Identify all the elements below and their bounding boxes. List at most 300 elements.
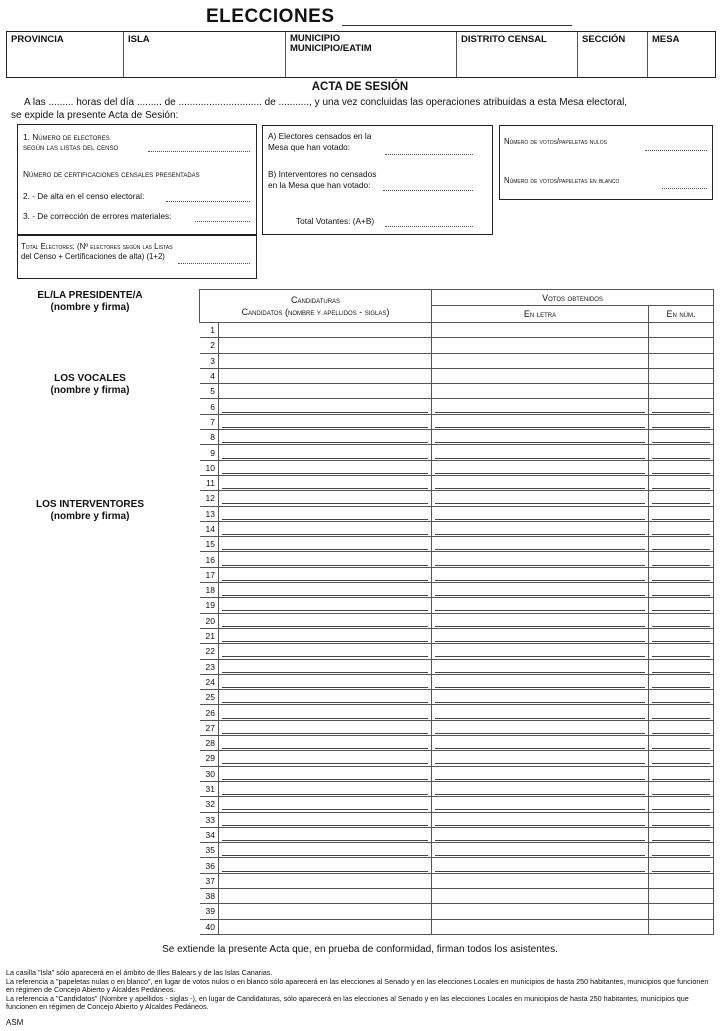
votos-letra-cell-line: [435, 752, 645, 764]
votos-num-cell-line: [652, 707, 710, 719]
table-row: [200, 736, 714, 751]
row-number: 25: [200, 690, 219, 705]
votos-letra-cell[interactable]: [432, 506, 649, 521]
votos-num-cell-line: [652, 630, 710, 642]
candidatura-cell-line: [222, 538, 428, 550]
votos-letra-cell[interactable]: [432, 751, 649, 766]
candidatura-cell-line: [222, 431, 428, 443]
row-number: 22: [200, 644, 219, 659]
table-row: [200, 368, 714, 383]
candidatura-cell-line: [222, 416, 428, 428]
votos-letra-cell-line: [435, 477, 645, 489]
votos-letra-cell[interactable]: [432, 843, 649, 858]
candidatura-cell-line: [222, 783, 428, 795]
en-num-header: En núm.: [649, 306, 714, 323]
row-number: 28: [200, 736, 219, 751]
electores-censados-input[interactable]: [385, 154, 473, 155]
votos-num-cell[interactable]: [649, 873, 714, 888]
votos-letra-cell[interactable]: [432, 690, 649, 705]
row-number: 1: [200, 323, 219, 338]
row-number: 16: [200, 552, 219, 567]
candidatura-cell[interactable]: [219, 613, 432, 628]
votos-num-cell[interactable]: [649, 628, 714, 643]
votos-num-cell[interactable]: [649, 537, 714, 552]
votos-letra-cell-line: [435, 615, 645, 627]
votos-num-cell-line: [652, 798, 710, 810]
candidatura-cell[interactable]: [219, 399, 432, 414]
candidatura-cell[interactable]: [219, 766, 432, 781]
en-letra-header: En letra: [432, 306, 649, 323]
votos-num-cell[interactable]: [649, 827, 714, 842]
candidatura-cell-line: [222, 630, 428, 642]
votos-letra-cell[interactable]: [432, 827, 649, 842]
table-row: [200, 613, 714, 628]
table-row: [200, 567, 714, 582]
title-row: [0, 6, 720, 30]
votos-num-cell-line: [652, 431, 710, 443]
header-table: [6, 31, 716, 78]
votos-letra-cell[interactable]: [432, 919, 649, 934]
votos-letra-cell[interactable]: [432, 797, 649, 812]
notes: [6, 969, 716, 1012]
votos-letra-cell-line: [435, 814, 645, 826]
votos-num-cell[interactable]: [649, 491, 714, 506]
votos-letra-cell-line: [435, 737, 645, 749]
table-row: [200, 384, 714, 399]
row-number: 34: [200, 827, 219, 842]
votos-num-cell[interactable]: [649, 368, 714, 383]
votos-num-cell-line: [652, 554, 710, 566]
votos-letra-cell[interactable]: [432, 521, 649, 536]
votos-num-cell[interactable]: [649, 751, 714, 766]
candidatura-cell[interactable]: [219, 368, 432, 383]
votos-num-cell[interactable]: [649, 384, 714, 399]
table-row: [200, 475, 714, 490]
votos-num-cell[interactable]: [649, 460, 714, 475]
row-number: 26: [200, 705, 219, 720]
candidatura-cell[interactable]: [219, 323, 432, 338]
table-row: [200, 445, 714, 460]
table-row: [200, 705, 714, 720]
seccion-label: SECCIÓN: [582, 34, 626, 45]
candidatura-cell-line: [222, 599, 428, 611]
candidatura-cell[interactable]: [219, 384, 432, 399]
votos-letra-cell[interactable]: [432, 430, 649, 445]
total-electores-input[interactable]: [178, 263, 250, 264]
votos-letra-cell[interactable]: [432, 858, 649, 873]
votos-letra-cell-line: [435, 722, 645, 734]
row-number: 23: [200, 659, 219, 674]
nulos-blanco-box: [499, 125, 713, 200]
table-row: [200, 644, 714, 659]
candidatura-cell-line: [222, 844, 428, 856]
candidatura-cell[interactable]: [219, 506, 432, 521]
item2-input[interactable]: [166, 201, 250, 202]
table-row: [200, 766, 714, 781]
candidatura-cell[interactable]: [219, 858, 432, 873]
nulos-input[interactable]: [645, 150, 707, 151]
presidente-label: [0, 290, 180, 314]
row-number: 24: [200, 674, 219, 689]
table-row: [200, 399, 714, 414]
votos-num-cell[interactable]: [649, 644, 714, 659]
candidaturas-table: [199, 289, 714, 935]
votos-letra-cell[interactable]: [432, 368, 649, 383]
candidatura-cell[interactable]: [219, 445, 432, 460]
votos-num-cell[interactable]: [649, 613, 714, 628]
votos-num-cell[interactable]: [649, 888, 714, 903]
candidatura-cell[interactable]: [219, 430, 432, 445]
item1-label: [23, 132, 118, 152]
candidatura-cell-line: [222, 523, 428, 535]
candidatura-cell-line: [222, 768, 428, 780]
total-line1: Total Electores: (Nº electores según las Listas: [21, 242, 173, 251]
votos-letra-cell-line: [435, 661, 645, 673]
election-name-field[interactable]: [342, 25, 572, 26]
votos-num-cell[interactable]: [649, 797, 714, 812]
votos-letra-cell-line: [435, 569, 645, 581]
votos-letra-cell[interactable]: [432, 445, 649, 460]
candidatura-cell-line: [222, 661, 428, 673]
candidatura-cell[interactable]: [219, 873, 432, 888]
votos-num-cell[interactable]: [649, 338, 714, 353]
candidatura-cell[interactable]: [219, 537, 432, 552]
candidatura-cell-line: [222, 707, 428, 719]
votos-num-cell[interactable]: [649, 399, 714, 414]
candidatura-cell[interactable]: [219, 353, 432, 368]
votos-num-cell-line: [652, 508, 710, 520]
candidatura-cell[interactable]: [219, 338, 432, 353]
row-number: 9: [200, 445, 219, 460]
votos-letra-cell[interactable]: [432, 475, 649, 490]
votos-num-cell[interactable]: [649, 766, 714, 781]
candidatura-cell[interactable]: [219, 781, 432, 796]
candidatura-cell-line: [222, 722, 428, 734]
b-line2: en la Mesa que han votado:: [268, 180, 371, 190]
votos-letra-cell-line: [435, 768, 645, 780]
votos-letra-cell-line: [435, 523, 645, 535]
item2-label: 2. - De alta en el censo electoral:: [23, 191, 145, 201]
table-row: [200, 506, 714, 521]
votos-letra-cell[interactable]: [432, 720, 649, 735]
row-number: 13: [200, 506, 219, 521]
votos-letra-cell-line: [435, 829, 645, 841]
candidatura-cell[interactable]: [219, 460, 432, 475]
candidatura-cell[interactable]: [219, 797, 432, 812]
candidatura-cell[interactable]: [219, 644, 432, 659]
votos-num-cell-line: [652, 860, 710, 872]
interventores-title: LOS INTERVENTORES: [36, 499, 144, 510]
candidatura-cell[interactable]: [219, 674, 432, 689]
votos-num-cell[interactable]: [649, 659, 714, 674]
candidatura-cell-line: [222, 814, 428, 826]
row-number: 38: [200, 888, 219, 903]
votos-letra-cell[interactable]: [432, 644, 649, 659]
candidatura-cell[interactable]: [219, 583, 432, 598]
votos-num-cell[interactable]: [649, 583, 714, 598]
row-number: 17: [200, 567, 219, 582]
row-number: 35: [200, 843, 219, 858]
table-row: [200, 338, 714, 353]
votos-letra-cell[interactable]: [432, 659, 649, 674]
votos-letra-cell-line: [435, 783, 645, 795]
table-row: [200, 904, 714, 919]
table-row: [200, 827, 714, 842]
candidatura-cell[interactable]: [219, 521, 432, 536]
vocales-title: LOS VOCALES: [54, 373, 126, 384]
total-electores-box: [17, 234, 257, 279]
b-line1: B) Interventores no censados: [268, 169, 377, 179]
votos-letra-cell[interactable]: [432, 552, 649, 567]
votos-letra-cell[interactable]: [432, 323, 649, 338]
table-row: [200, 720, 714, 735]
votos-num-cell[interactable]: [649, 552, 714, 567]
row-number: 39: [200, 904, 219, 919]
candidatura-cell[interactable]: [219, 705, 432, 720]
votos-letra-cell-line: [435, 645, 645, 657]
row-number: 29: [200, 751, 219, 766]
row-number: 15: [200, 537, 219, 552]
isla-field[interactable]: [124, 32, 286, 77]
votos-num-cell[interactable]: [649, 674, 714, 689]
votos-num-cell[interactable]: [649, 353, 714, 368]
table-row: [200, 552, 714, 567]
acta-text-line2: se expide la presente Acta de Sesión:: [11, 110, 179, 121]
votos-letra-cell-line: [435, 431, 645, 443]
note-papeletas: La referencia a "papeletas nulas o en blanco", en lugar de votos nulos o en blanco sólo aparecerá en las elecciones al Senado y en las elecciones Locales en municipios de hasta 250 habitantes, municipios que funcionen en régimen de Concejo Abierto y Alcaldes Pedáneos.: [6, 976, 709, 995]
candidatura-cell-line: [222, 554, 428, 566]
votos-letra-cell[interactable]: [432, 705, 649, 720]
votos-num-cell[interactable]: [649, 812, 714, 827]
candidatura-cell[interactable]: [219, 628, 432, 643]
candidatura-cell-line: [222, 447, 428, 459]
votos-num-cell[interactable]: [649, 567, 714, 582]
table-row: [200, 873, 714, 888]
candidatura-cell[interactable]: [219, 598, 432, 613]
municipio-field[interactable]: [286, 32, 457, 77]
votos-num-cell[interactable]: [649, 598, 714, 613]
votos-num-cell-line: [652, 599, 710, 611]
distrito-censal-label: DISTRITO CENSAL: [461, 34, 547, 45]
candidatura-cell[interactable]: [219, 888, 432, 903]
candidatura-cell-line: [222, 737, 428, 749]
item1-input[interactable]: [148, 151, 250, 152]
votos-letra-cell[interactable]: [432, 353, 649, 368]
candidatura-cell[interactable]: [219, 552, 432, 567]
candidatura-cell-line: [222, 645, 428, 657]
candidatura-cell[interactable]: [219, 720, 432, 735]
distrito-censal-field[interactable]: [457, 32, 578, 77]
item3-label: 3. - De corrección de errores materiales:: [23, 211, 172, 221]
table-row: [200, 919, 714, 934]
note-candidatos: La referencia a "Candidatos" (Nombre y apellidos - siglas -), en lugar de Candidaturas, sólo aparecerá en las elecciones al Senado y en las elecciones Locales en municipios de hasta 250 habitantes, municipios que funcionen en régimen de Concejo Abierto y Alcaldes Pedáneos.: [6, 993, 689, 1012]
votos-num-cell[interactable]: [649, 690, 714, 705]
candidatura-cell-line: [222, 508, 428, 520]
interventores-sub: (nombre y firma): [50, 511, 130, 522]
candidatura-cell-line: [222, 401, 428, 413]
item1-line1: 1. Número de electores: [23, 132, 110, 142]
row-number: 21: [200, 628, 219, 643]
row-number: 6: [200, 399, 219, 414]
votos-num-cell[interactable]: [649, 414, 714, 429]
row-number: 3: [200, 353, 219, 368]
candidatura-cell-line: [222, 477, 428, 489]
votos-num-cell[interactable]: [649, 323, 714, 338]
votos-letra-cell[interactable]: [432, 491, 649, 506]
row-number: 20: [200, 613, 219, 628]
blanco-label: Número de votos/papeletas en blanco: [504, 176, 620, 185]
candidatura-cell-line: [222, 615, 428, 627]
votos-letra-cell[interactable]: [432, 537, 649, 552]
candidatura-cell-line: [222, 584, 428, 596]
candidatura-cell[interactable]: [219, 690, 432, 705]
votos-letra-cell[interactable]: [432, 414, 649, 429]
votos-num-cell[interactable]: [649, 843, 714, 858]
row-number: 10: [200, 460, 219, 475]
row-number: 11: [200, 475, 219, 490]
row-number: 14: [200, 521, 219, 536]
votos-letra-cell[interactable]: [432, 567, 649, 582]
votos-letra-cell[interactable]: [432, 736, 649, 751]
votos-num-cell-line: [652, 768, 710, 780]
table-row: [200, 888, 714, 903]
votos-num-cell-line: [652, 477, 710, 489]
votos-num-cell[interactable]: [649, 736, 714, 751]
acta-text: [11, 96, 714, 122]
votos-num-cell[interactable]: [649, 781, 714, 796]
vocales-sub: (nombre y firma): [50, 385, 130, 396]
interventores-sign-label: [0, 499, 180, 523]
votos-letra-cell[interactable]: [432, 781, 649, 796]
row-number: 7: [200, 414, 219, 429]
municipio-label: MUNICIPIO MUNICIPIO/EATIM: [290, 33, 372, 54]
votos-num-cell[interactable]: [649, 720, 714, 735]
row-number: 31: [200, 781, 219, 796]
candidatura-cell[interactable]: [219, 414, 432, 429]
candidatura-cell[interactable]: [219, 491, 432, 506]
candidaturas-header-line2: Candidatos (nombre y apellidos - siglas): [241, 307, 390, 317]
votos-num-cell[interactable]: [649, 430, 714, 445]
seccion-field[interactable]: [578, 32, 648, 77]
votos-letra-cell[interactable]: [432, 613, 649, 628]
votos-num-cell[interactable]: [649, 521, 714, 536]
votos-letra-cell[interactable]: [432, 766, 649, 781]
row-number: 33: [200, 812, 219, 827]
votos-obtenidos-header: Votos obtenidos: [432, 290, 714, 306]
candidatura-cell-line: [222, 569, 428, 581]
votos-num-cell-line: [652, 814, 710, 826]
candidatura-cell[interactable]: [219, 904, 432, 919]
votos-num-cell-line: [652, 584, 710, 596]
row-number: 18: [200, 583, 219, 598]
table-row: [200, 430, 714, 445]
votos-letra-cell-line: [435, 676, 645, 688]
candidatura-cell[interactable]: [219, 659, 432, 674]
note-isla: La casilla "Isla" sólo aparecerá en el ámbito de Illes Balears y de las Islas Canarias.: [6, 968, 273, 977]
candidatura-cell-line: [222, 691, 428, 703]
votos-num-cell[interactable]: [649, 506, 714, 521]
row-number: 36: [200, 858, 219, 873]
candidatura-cell-line: [222, 860, 428, 872]
row-number: 27: [200, 720, 219, 735]
closing-statement: Se extiende la presente Acta que, en prueba de conformidad, firman todos los asistentes.: [162, 944, 558, 955]
table-row: [200, 583, 714, 598]
total-line2: del Censo + Certificaciones de alta) (1+2): [21, 251, 165, 261]
votos-num-cell-line: [652, 462, 710, 474]
votos-letra-cell-line: [435, 462, 645, 474]
votos-num-cell[interactable]: [649, 445, 714, 460]
votos-letra-cell[interactable]: [432, 628, 649, 643]
votos-num-cell-line: [652, 844, 710, 856]
candidatura-cell[interactable]: [219, 812, 432, 827]
table-row: [200, 598, 714, 613]
votos-num-cell[interactable]: [649, 475, 714, 490]
votos-letra-cell[interactable]: [432, 873, 649, 888]
row-number: 4: [200, 368, 219, 383]
votos-letra-cell[interactable]: [432, 583, 649, 598]
candidatura-cell[interactable]: [219, 919, 432, 934]
votos-letra-cell-line: [435, 416, 645, 428]
votos-letra-cell[interactable]: [432, 904, 649, 919]
candidatura-cell[interactable]: [219, 827, 432, 842]
votos-letra-cell[interactable]: [432, 460, 649, 475]
candidatura-cell[interactable]: [219, 843, 432, 858]
votos-letra-cell[interactable]: [432, 888, 649, 903]
electores-censados-label: [268, 131, 371, 153]
item3-input[interactable]: [195, 221, 250, 222]
row-number: 5: [200, 384, 219, 399]
table-row: [200, 858, 714, 873]
table-row: [200, 460, 714, 475]
votos-num-cell-line: [652, 447, 710, 459]
candidatura-cell[interactable]: [219, 751, 432, 766]
votos-num-cell[interactable]: [649, 705, 714, 720]
interventores-input[interactable]: [383, 190, 473, 191]
isla-label: ISLA: [128, 34, 150, 45]
table-row: [200, 812, 714, 827]
provincia-field[interactable]: [7, 32, 124, 77]
row-number: 12: [200, 491, 219, 506]
votos-num-cell-line: [652, 691, 710, 703]
votos-letra-cell-line: [435, 691, 645, 703]
acta-text-line1: A las ......... horas del día ......... de .............................. de ..........., y una vez concluidas las operaciones atribuidas a esta Mesa electoral,: [24, 97, 628, 108]
votos-letra-cell[interactable]: [432, 399, 649, 414]
votos-letra-cell[interactable]: [432, 598, 649, 613]
votos-num-cell[interactable]: [649, 919, 714, 934]
mesa-field[interactable]: [648, 32, 715, 77]
votos-letra-cell[interactable]: [432, 338, 649, 353]
total-votantes-input[interactable]: [385, 226, 473, 227]
presidente-title: EL/LA PRESIDENTE/A: [37, 290, 143, 301]
votos-letra-cell-line: [435, 554, 645, 566]
votos-num-cell-line: [652, 752, 710, 764]
candidatura-cell[interactable]: [219, 736, 432, 751]
blanco-input[interactable]: [662, 188, 707, 189]
votos-num-cell-line: [652, 615, 710, 627]
row-number: 19: [200, 598, 219, 613]
votos-letra-cell[interactable]: [432, 812, 649, 827]
candidatura-cell-line: [222, 676, 428, 688]
candidatura-cell[interactable]: [219, 475, 432, 490]
candidatura-cell-line: [222, 798, 428, 810]
votos-num-cell[interactable]: [649, 904, 714, 919]
footer-code: ASM: [6, 1018, 24, 1027]
candidatura-cell[interactable]: [219, 567, 432, 582]
votos-letra-cell[interactable]: [432, 674, 649, 689]
votos-letra-cell[interactable]: [432, 384, 649, 399]
table-row: [200, 843, 714, 858]
votos-num-cell[interactable]: [649, 858, 714, 873]
